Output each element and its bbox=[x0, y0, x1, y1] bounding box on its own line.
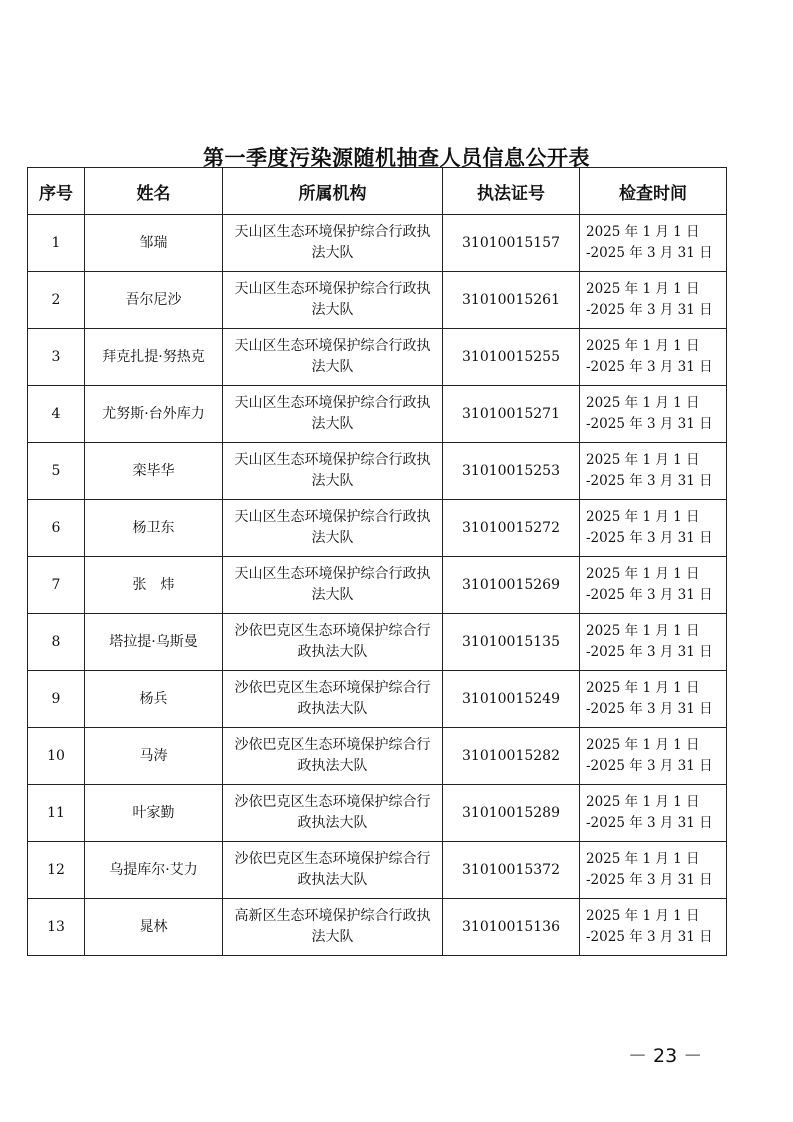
table-row bbox=[28, 899, 727, 956]
cell-org: 天山区生态环境保护综合行政执法大队 bbox=[223, 443, 443, 500]
cell-index: 13 bbox=[28, 899, 85, 956]
header-org: 所属机构 bbox=[223, 168, 443, 215]
cell-index: 4 bbox=[28, 386, 85, 443]
table-row bbox=[28, 386, 727, 443]
period-start: 2025 年 1 月 1 日 bbox=[586, 509, 700, 525]
period-start: 2025 年 1 月 1 日 bbox=[586, 452, 700, 468]
cell-period bbox=[580, 272, 727, 329]
cell-cert: 31010015255 bbox=[443, 329, 580, 386]
header-name: 姓名 bbox=[85, 168, 223, 215]
cell-period bbox=[580, 842, 727, 899]
cell-cert: 31010015271 bbox=[443, 386, 580, 443]
period-end: -2025 年 3 月 31 日 bbox=[586, 929, 713, 945]
cell-org: 沙依巴克区生态环境保护综合行政执法大队 bbox=[223, 614, 443, 671]
cell-period bbox=[580, 614, 727, 671]
table-row bbox=[28, 443, 727, 500]
period-start: 2025 年 1 月 1 日 bbox=[586, 566, 700, 582]
cell-cert: 31010015157 bbox=[443, 215, 580, 272]
cell-period bbox=[580, 500, 727, 557]
table-row bbox=[28, 671, 727, 728]
cell-index: 3 bbox=[28, 329, 85, 386]
cell-name: 晁林 bbox=[85, 899, 223, 956]
cell-index: 12 bbox=[28, 842, 85, 899]
period-start: 2025 年 1 月 1 日 bbox=[586, 281, 700, 297]
cell-period bbox=[580, 671, 727, 728]
period-start: 2025 年 1 月 1 日 bbox=[586, 680, 700, 696]
cell-cert: 31010015253 bbox=[443, 443, 580, 500]
period-start: 2025 年 1 月 1 日 bbox=[586, 224, 700, 240]
cell-name: 张 炜 bbox=[85, 557, 223, 614]
cell-org: 沙依巴克区生态环境保护综合行政执法大队 bbox=[223, 728, 443, 785]
period-start: 2025 年 1 月 1 日 bbox=[586, 908, 700, 924]
cell-index: 8 bbox=[28, 614, 85, 671]
table-header-row bbox=[28, 168, 727, 215]
cell-cert: 31010015249 bbox=[443, 671, 580, 728]
table-row bbox=[28, 557, 727, 614]
cell-name: 杨卫东 bbox=[85, 500, 223, 557]
cell-name: 塔拉提·乌斯曼 bbox=[85, 614, 223, 671]
cell-period bbox=[580, 215, 727, 272]
cell-period bbox=[580, 443, 727, 500]
period-end: -2025 年 3 月 31 日 bbox=[586, 587, 713, 603]
header-index: 序号 bbox=[28, 168, 85, 215]
cell-name: 乌提库尔·艾力 bbox=[85, 842, 223, 899]
period-end: -2025 年 3 月 31 日 bbox=[586, 758, 713, 774]
cell-org: 沙依巴克区生态环境保护综合行政执法大队 bbox=[223, 785, 443, 842]
cell-org: 高新区生态环境保护综合行政执法大队 bbox=[223, 899, 443, 956]
cell-name: 拜克扎提·努热克 bbox=[85, 329, 223, 386]
page-number: － 23 － bbox=[628, 1045, 703, 1067]
cell-name: 马涛 bbox=[85, 728, 223, 785]
cell-cert: 31010015269 bbox=[443, 557, 580, 614]
cell-cert: 31010015372 bbox=[443, 842, 580, 899]
header-cert: 执法证号 bbox=[443, 168, 580, 215]
cell-index: 6 bbox=[28, 500, 85, 557]
period-start: 2025 年 1 月 1 日 bbox=[586, 794, 700, 810]
cell-index: 11 bbox=[28, 785, 85, 842]
inspector-table bbox=[27, 167, 727, 956]
cell-cert: 31010015272 bbox=[443, 500, 580, 557]
cell-cert: 31010015289 bbox=[443, 785, 580, 842]
period-start: 2025 年 1 月 1 日 bbox=[586, 623, 700, 639]
cell-name: 尤努斯·台外库力 bbox=[85, 386, 223, 443]
period-start: 2025 年 1 月 1 日 bbox=[586, 737, 700, 753]
cell-index: 1 bbox=[28, 215, 85, 272]
period-end: -2025 年 3 月 31 日 bbox=[586, 473, 713, 489]
cell-index: 10 bbox=[28, 728, 85, 785]
cell-period bbox=[580, 557, 727, 614]
cell-org: 天山区生态环境保护综合行政执法大队 bbox=[223, 386, 443, 443]
cell-org: 沙依巴克区生态环境保护综合行政执法大队 bbox=[223, 671, 443, 728]
period-end: -2025 年 3 月 31 日 bbox=[586, 701, 713, 717]
cell-org: 沙依巴克区生态环境保护综合行政执法大队 bbox=[223, 842, 443, 899]
period-end: -2025 年 3 月 31 日 bbox=[586, 416, 713, 432]
cell-period bbox=[580, 386, 727, 443]
period-start: 2025 年 1 月 1 日 bbox=[586, 851, 700, 867]
cell-org: 天山区生态环境保护综合行政执法大队 bbox=[223, 272, 443, 329]
period-end: -2025 年 3 月 31 日 bbox=[586, 530, 713, 546]
table-row bbox=[28, 329, 727, 386]
cell-name: 吾尔尼沙 bbox=[85, 272, 223, 329]
period-end: -2025 年 3 月 31 日 bbox=[586, 644, 713, 660]
period-start: 2025 年 1 月 1 日 bbox=[586, 395, 700, 411]
cell-cert: 31010015282 bbox=[443, 728, 580, 785]
cell-org: 天山区生态环境保护综合行政执法大队 bbox=[223, 329, 443, 386]
cell-org: 天山区生态环境保护综合行政执法大队 bbox=[223, 557, 443, 614]
table-row bbox=[28, 272, 727, 329]
cell-org: 天山区生态环境保护综合行政执法大队 bbox=[223, 215, 443, 272]
period-end: -2025 年 3 月 31 日 bbox=[586, 359, 713, 375]
cell-period bbox=[580, 329, 727, 386]
table-row bbox=[28, 785, 727, 842]
table-row bbox=[28, 728, 727, 785]
cell-cert: 31010015135 bbox=[443, 614, 580, 671]
table-body bbox=[28, 215, 727, 956]
period-end: -2025 年 3 月 31 日 bbox=[586, 872, 713, 888]
cell-cert: 31010015261 bbox=[443, 272, 580, 329]
document-title: 第一季度污染源随机抽查人员信息公开表 bbox=[203, 146, 590, 170]
cell-period bbox=[580, 728, 727, 785]
table-row bbox=[28, 215, 727, 272]
cell-index: 9 bbox=[28, 671, 85, 728]
cell-name: 邹瑞 bbox=[85, 215, 223, 272]
cell-name: 叶家勤 bbox=[85, 785, 223, 842]
cell-period bbox=[580, 785, 727, 842]
table-row bbox=[28, 500, 727, 557]
header-period: 检查时间 bbox=[580, 168, 727, 215]
cell-name: 栾毕华 bbox=[85, 443, 223, 500]
cell-org: 天山区生态环境保护综合行政执法大队 bbox=[223, 500, 443, 557]
period-end: -2025 年 3 月 31 日 bbox=[586, 245, 713, 261]
cell-index: 2 bbox=[28, 272, 85, 329]
cell-cert: 31010015136 bbox=[443, 899, 580, 956]
cell-index: 7 bbox=[28, 557, 85, 614]
table-row bbox=[28, 614, 727, 671]
table-row bbox=[28, 842, 727, 899]
cell-index: 5 bbox=[28, 443, 85, 500]
cell-period bbox=[580, 899, 727, 956]
period-end: -2025 年 3 月 31 日 bbox=[586, 815, 713, 831]
period-end: -2025 年 3 月 31 日 bbox=[586, 302, 713, 318]
cell-name: 杨兵 bbox=[85, 671, 223, 728]
period-start: 2025 年 1 月 1 日 bbox=[586, 338, 700, 354]
